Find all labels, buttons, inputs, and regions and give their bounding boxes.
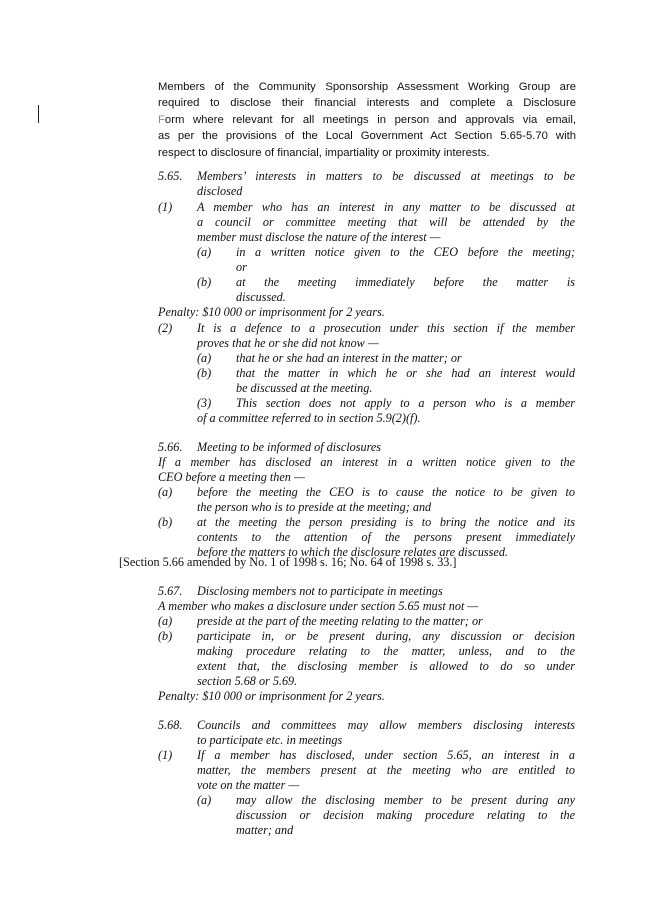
section-title: Members’ interests in matters to be discussed at meetings to be	[197, 169, 575, 183]
paragraph-text: CEO before a meeting then —	[158, 470, 305, 484]
intro-line-text: orm where relevant for all meetings in person and approvals via email,	[164, 113, 576, 126]
paragraph-text: making procedure relating to the matter, unless, and to the	[197, 644, 575, 658]
section-title: Disclosing members not to participate in meetings	[197, 584, 443, 598]
section-title: disclosed	[197, 184, 243, 198]
subparagraph-text: discussion or decision making procedure relating to the	[236, 808, 575, 822]
intro-line: Members of the Community Sponsorship Assessment Working Group are	[158, 81, 576, 93]
paragraph-text: of a committee referred to in section 5.9(2)(f).	[197, 411, 421, 425]
subparagraph-label: (a)	[197, 351, 212, 365]
section-title: Councils and committees may allow members disclosing interests	[197, 718, 575, 732]
subparagraph-label: (b)	[197, 366, 212, 380]
subparagraph-text: that the matter in which he or she had an interest would	[236, 366, 575, 380]
subparagraph-text: may allow the disclosing member to be present during any	[236, 793, 575, 807]
section-number: 5.66.	[158, 440, 183, 454]
paragraph-text: A member who makes a disclosure under section 5.65 must not —	[158, 599, 479, 613]
section-number: 5.67.	[158, 584, 183, 598]
penalty-text: Penalty: $10 000 or imprisonment for 2 years.	[158, 689, 385, 703]
paragraph-text: If a member has disclosed, under section 5.65, an interest in a	[197, 748, 575, 762]
paragraph-text: contents to the attention of the persons present immediately	[197, 530, 575, 544]
paragraph-label: (b)	[158, 629, 173, 643]
intro-line: as per the provisions of the Local Government Act Section 5.65-5.70 with	[158, 130, 576, 143]
section-number: 5.65.	[158, 169, 183, 183]
subparagraph-text: matter; and	[236, 823, 294, 837]
paragraph-text: a council or committee meeting that will be attended by the	[197, 215, 575, 229]
subparagraph-text: in a written notice given to the CEO before the meeting;	[236, 245, 575, 259]
section-number: 5.68.	[158, 718, 183, 732]
subparagraph-label: (a)	[197, 793, 212, 807]
paragraph-label: (1)	[158, 748, 173, 762]
paragraph-text: extent that, the disclosing member is allowed to do so under	[197, 659, 575, 673]
subparagraph-label: (a)	[197, 245, 212, 259]
paragraph-text: vote on the matter —	[197, 778, 300, 792]
paragraph-text: participate in, or be present during, any discussion or decision	[197, 629, 575, 643]
subparagraph-text: or	[236, 260, 247, 274]
paragraph-label: (a)	[158, 485, 173, 499]
subparagraph-text: that he or she had an interest in the matter; or	[236, 351, 462, 365]
penalty-text: Penalty: $10 000 or imprisonment for 2 years.	[158, 305, 385, 319]
paragraph-text: at the meeting the person presiding is to bring the notice and its	[197, 515, 575, 529]
section-title: Meeting to be informed of disclosures	[197, 440, 382, 454]
paragraph-text: the person who is to preside at the meeting; and	[197, 500, 432, 514]
paragraph-text: If a member has disclosed an interest in a written notice given to the	[158, 455, 575, 469]
subparagraph-label: (b)	[197, 275, 212, 289]
paragraph-text: A member who has an interest in any matter to be discussed at	[197, 200, 575, 214]
amendment-note: [Section 5.66 amended by No. 1 of 1998 s. 16; No. 64 of 1998 s. 33.]	[119, 555, 457, 569]
paragraph-text: section 5.68 or 5.69.	[197, 674, 298, 688]
section-title: to participate etc. in meetings	[197, 733, 343, 747]
paragraph-text: before the matters to which the disclosure relates are discussed.	[197, 545, 508, 559]
paragraph-text: member must disclose the nature of the interest —	[197, 230, 441, 244]
paragraph-label: (2)	[158, 321, 173, 335]
paragraph-label: (b)	[158, 515, 173, 529]
paragraph-text: proves that he or she did not know —	[197, 336, 379, 350]
subparagraph-text: discussed.	[236, 290, 286, 304]
selected-char: F	[158, 113, 165, 126]
paragraph-label: (1)	[158, 200, 173, 214]
intro-line: respect to disclosure of financial, impartiality or proximity interests.	[158, 146, 490, 159]
paragraph-text: This section does not apply to a person who is a member	[236, 396, 575, 410]
paragraph-text: preside at the part of the meeting relating to the matter; or	[197, 614, 483, 628]
paragraph-text: It is a defence to a prosecution under this section if the member	[197, 321, 575, 335]
subparagraph-text: be discussed at the meeting.	[236, 381, 373, 395]
paragraph-label: (a)	[158, 614, 173, 628]
subparagraph-text: at the meeting immediately before the matter is	[236, 275, 575, 289]
paragraph-text: before the meeting the CEO is to cause the notice to be given to	[197, 485, 575, 499]
paragraph-text: matter, the members present at the meeting who are entitled to	[197, 763, 575, 777]
intro-line: required to disclose their financial interests and complete a Disclosure	[158, 97, 576, 110]
paragraph-label: (3)	[197, 396, 212, 410]
